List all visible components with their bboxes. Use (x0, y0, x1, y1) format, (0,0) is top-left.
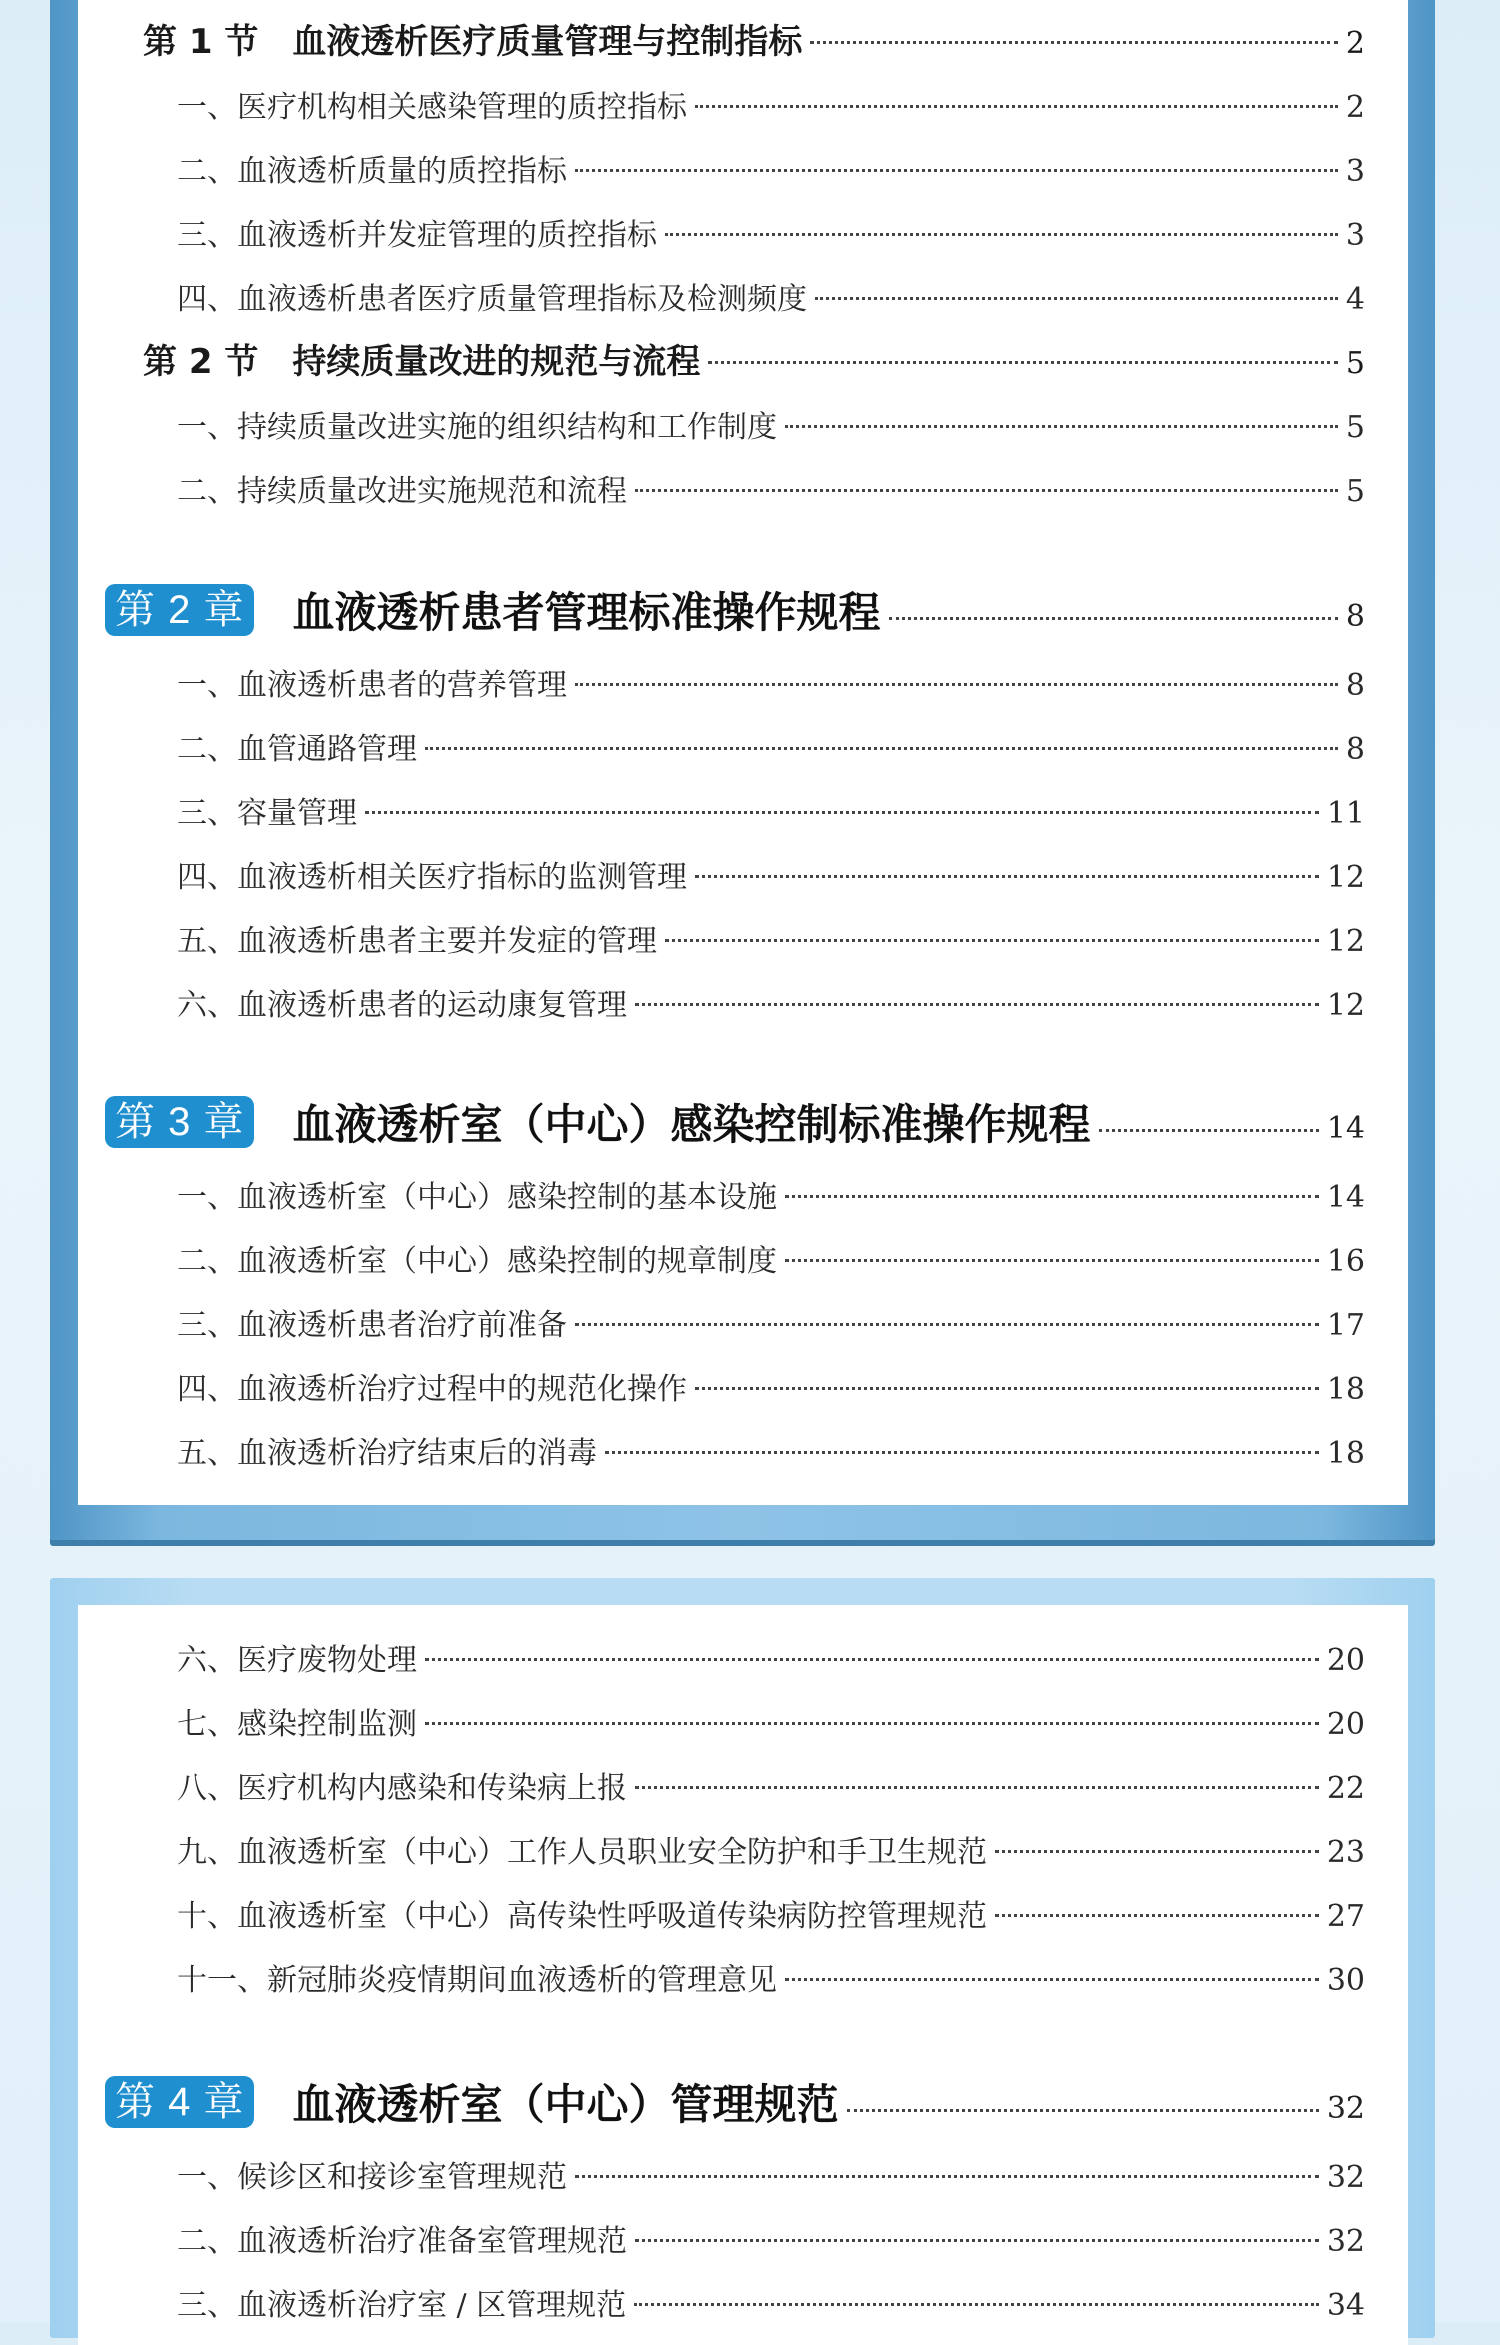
toc-label: 六、血液透析患者的运动康复管理 (177, 988, 627, 1023)
leader-dots (635, 489, 1338, 492)
toc-label: 二、血液透析治疗准备室管理规范 (177, 2224, 627, 2259)
toc-page-number: 8 (1345, 732, 1365, 767)
toc-page-number: 12 (1326, 988, 1365, 1023)
toc-page-number: 5 (1345, 474, 1365, 509)
toc-item[interactable] (177, 2216, 1365, 2260)
leader-dots (635, 1003, 1319, 1006)
toc-item[interactable] (177, 916, 1365, 960)
toc-item[interactable] (177, 1635, 1365, 1679)
toc-page-number: 18 (1326, 1436, 1365, 1471)
leader-dots (847, 2109, 1319, 2112)
toc-label: 五、血液透析治疗结束后的消毒 (177, 1436, 597, 1471)
toc-item[interactable] (177, 274, 1365, 318)
toc-page-number: 16 (1326, 1244, 1365, 1279)
toc-item[interactable] (177, 1172, 1365, 1216)
toc-page-number: 11 (1326, 796, 1365, 831)
toc-label: 二、血液透析质量的质控指标 (177, 154, 567, 189)
toc-page-number: 32 (1326, 2224, 1365, 2259)
toc-item[interactable] (177, 1428, 1365, 1472)
toc-page-number: 30 (1326, 1963, 1365, 1998)
leader-dots (635, 1786, 1319, 1789)
leader-dots (665, 233, 1338, 236)
toc-label: 第 2 节 持续质量改进的规范与流程 (143, 342, 701, 382)
toc-label: 四、血液透析相关医疗指标的监测管理 (177, 860, 687, 895)
toc-page-number: 12 (1326, 924, 1365, 959)
toc-item[interactable] (177, 980, 1365, 1024)
toc-item[interactable] (177, 1300, 1365, 1344)
leader-dots (708, 361, 1338, 364)
toc-item[interactable] (177, 402, 1365, 446)
leader-dots (785, 1259, 1319, 1262)
leader-dots (425, 1722, 1319, 1725)
toc-page-number: 5 (1345, 410, 1365, 445)
leader-dots (425, 1658, 1319, 1661)
toc-label: 一、医疗机构相关感染管理的质控指标 (177, 90, 687, 125)
leader-dots (695, 875, 1319, 878)
toc-label: 二、血液透析室（中心）感染控制的规章制度 (177, 1244, 777, 1279)
toc-page-number: 23 (1326, 1835, 1365, 1870)
toc-item[interactable] (177, 82, 1365, 126)
leader-dots (575, 169, 1338, 172)
toc-item[interactable] (177, 1891, 1365, 1935)
toc-item[interactable] (177, 1763, 1365, 1807)
toc-page-number: 14 (1326, 1180, 1365, 1215)
toc-page-number: 3 (1345, 154, 1365, 189)
toc-label: 四、血液透析患者医疗质量管理指标及检测频度 (177, 282, 807, 317)
chapter-title: 血液透析室（中心）感染控制标准操作规程 (292, 1100, 1091, 1149)
leader-dots (634, 2303, 1319, 2306)
toc-section[interactable] (143, 334, 1365, 383)
leader-dots (785, 1195, 1319, 1198)
leader-dots (605, 1451, 1319, 1454)
toc-item[interactable] (177, 1699, 1365, 1743)
chapter-badge: 第 3 章 (105, 1096, 254, 1148)
toc-item[interactable] (177, 146, 1365, 190)
toc-label: 九、血液透析室（中心）工作人员职业安全防护和手卫生规范 (177, 1835, 987, 1870)
leader-dots (365, 811, 1319, 814)
toc-label: 三、血液透析并发症管理的质控指标 (177, 218, 657, 253)
toc-chapter-2[interactable] (105, 580, 1365, 640)
toc-section[interactable] (143, 14, 1365, 63)
toc-page-number: 17 (1326, 1308, 1365, 1343)
leader-dots (635, 2239, 1319, 2242)
toc-item[interactable] (177, 2280, 1365, 2324)
toc-item[interactable] (177, 1364, 1365, 1408)
toc-item[interactable] (177, 852, 1365, 896)
toc-page-number: 20 (1326, 1643, 1365, 1678)
leader-dots (695, 1387, 1319, 1390)
leader-dots (1099, 1129, 1319, 1132)
toc-label: 一、持续质量改进实施的组织结构和工作制度 (177, 410, 777, 445)
toc-item[interactable] (177, 1955, 1365, 1999)
leader-dots (695, 105, 1338, 108)
toc-page-number: 3 (1345, 218, 1365, 253)
toc-label: 三、容量管理 (177, 796, 357, 831)
toc-label: 七、感染控制监测 (177, 1707, 417, 1742)
toc-label: 二、血管通路管理 (177, 732, 417, 767)
leader-dots (575, 1323, 1319, 1326)
leader-dots (785, 425, 1338, 428)
chapter-badge: 第 2 章 (105, 584, 254, 636)
toc-page-number: 34 (1326, 2288, 1365, 2323)
toc-item[interactable] (177, 660, 1365, 704)
toc-label: 十一、新冠肺炎疫情期间血液透析的管理意见 (177, 1963, 777, 1998)
leader-dots (665, 939, 1319, 942)
leader-dots (810, 41, 1338, 44)
leader-dots (995, 1914, 1319, 1917)
toc-page-number: 20 (1326, 1707, 1365, 1742)
toc-page-number: 18 (1326, 1372, 1365, 1407)
toc-page-number: 2 (1345, 26, 1365, 61)
toc-page-number: 12 (1326, 860, 1365, 895)
leader-dots (995, 1850, 1319, 1853)
toc-page-number: 4 (1345, 282, 1365, 317)
toc-label: 五、血液透析患者主要并发症的管理 (177, 924, 657, 959)
toc-page-number: 8 (1345, 598, 1365, 634)
chapter-badge: 第 4 章 (105, 2076, 254, 2128)
chapter-title: 血液透析患者管理标准操作规程 (292, 588, 881, 637)
toc-item[interactable] (177, 210, 1365, 254)
toc-page-number: 22 (1326, 1771, 1365, 1806)
toc-label: 一、候诊区和接诊室管理规范 (177, 2160, 567, 2195)
toc-chapter-3[interactable] (105, 1092, 1365, 1152)
toc-label: 第 1 节 血液透析医疗质量管理与控制指标 (143, 22, 803, 62)
toc-page-number: 8 (1345, 668, 1365, 703)
leader-dots (575, 683, 1338, 686)
toc-item[interactable] (177, 2152, 1365, 2196)
toc-item[interactable] (177, 1236, 1365, 1280)
toc-label: 二、持续质量改进实施规范和流程 (177, 474, 627, 509)
chapter-title: 血液透析室（中心）管理规范 (292, 2080, 839, 2129)
toc-label: 四、血液透析治疗过程中的规范化操作 (177, 1372, 687, 1407)
leader-dots (785, 1978, 1319, 1981)
leader-dots (425, 747, 1338, 750)
leader-dots (889, 617, 1338, 620)
toc-page-number: 32 (1326, 2090, 1365, 2126)
toc-label: 一、血液透析患者的营养管理 (177, 668, 567, 703)
toc-page-number: 2 (1345, 90, 1365, 125)
toc-item[interactable] (177, 724, 1365, 768)
toc-page-number: 27 (1326, 1899, 1365, 1934)
toc-label: 十、血液透析室（中心）高传染性呼吸道传染病防控管理规范 (177, 1899, 987, 1934)
leader-dots (575, 2175, 1319, 2178)
toc-label: 三、血液透析治疗室 / 区管理规范 (177, 2288, 627, 2323)
toc-label: 六、医疗废物处理 (177, 1643, 417, 1678)
toc-item[interactable] (177, 466, 1365, 510)
toc-item[interactable] (177, 1827, 1365, 1871)
toc-item[interactable] (177, 788, 1365, 832)
toc-label: 一、血液透析室（中心）感染控制的基本设施 (177, 1180, 777, 1215)
leader-dots (815, 297, 1338, 300)
toc-label: 三、血液透析患者治疗前准备 (177, 1308, 567, 1343)
toc-chapter-4[interactable] (105, 2072, 1365, 2132)
toc-page-number: 14 (1326, 1110, 1365, 1146)
toc-page-number: 5 (1345, 346, 1365, 381)
toc-page-number: 32 (1326, 2160, 1365, 2195)
toc-label: 八、医疗机构内感染和传染病上报 (177, 1771, 627, 1806)
